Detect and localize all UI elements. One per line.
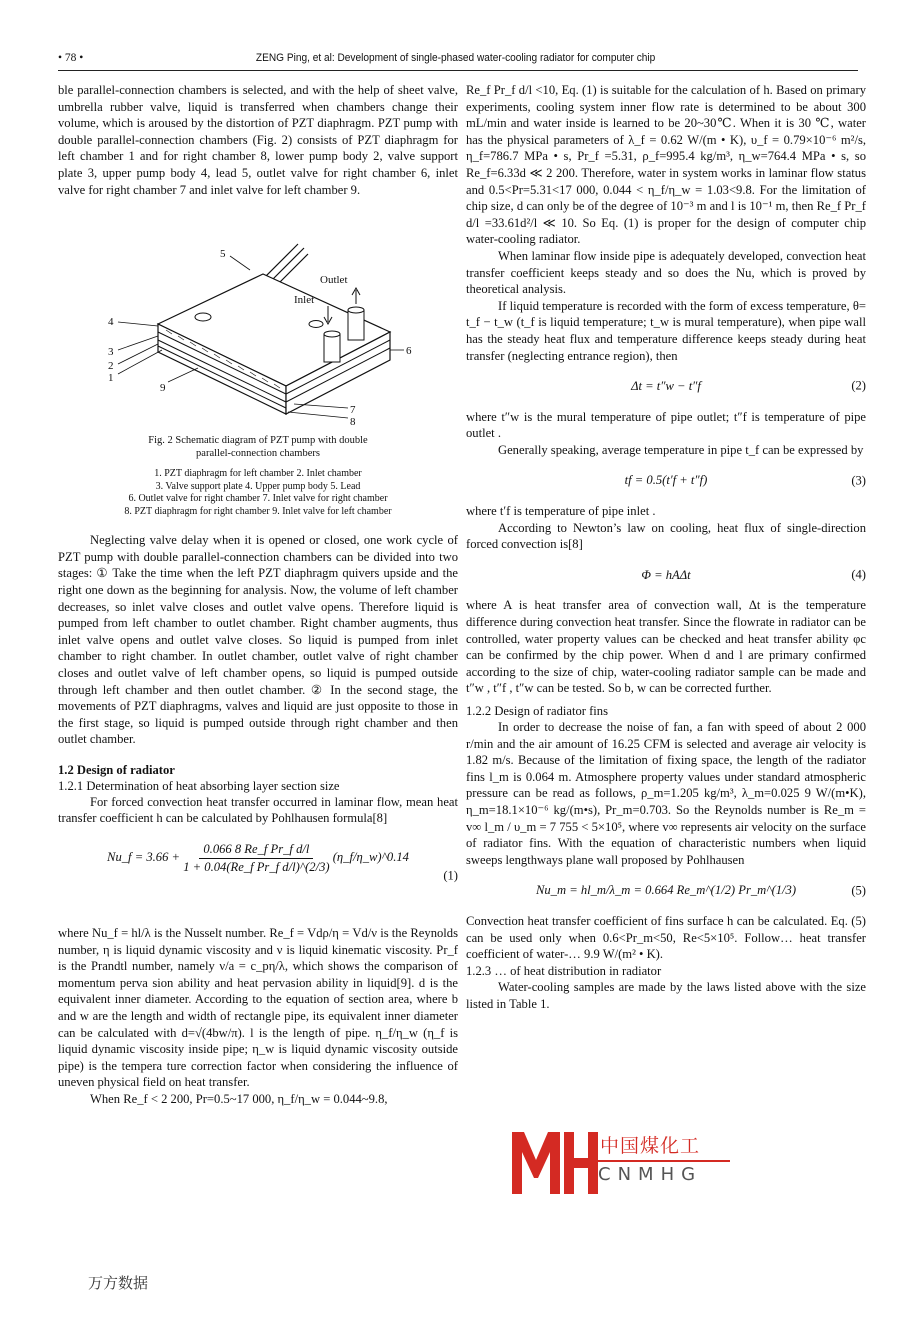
right-column — [466, 82, 866, 1013]
definitions-paragraph: where Nu_f = hl/λ is the Nusselt number. Re_f = Vdρ/η = Vd/ν is the Reynolds number, η is liquid dynamic viscosity and ν is liquid kinematic viscosity. Pr_f is the Prandtl number, namely ν/a = c_pη/λ, which shows the comparison of momentum perva sion ability and heat pervasion ability in liquid[9]. d is the equivalent inner diameter. According to the equation of section area, where b and w are the length and width of rectangle pipe, its equivalent inner diameter can be calculated with d=√(4bw/π). l is the length of pipe. η_f/η_w (η_f is liquid dynamic viscosity inside pipe; η_w is liquid dynamic viscosity outside pipe) is the tempera ture correction factor when considering the influence of uneven physical field on heat transfer. — [58, 926, 458, 1090]
eq2-body: Δt = t″w − t″f — [631, 379, 701, 394]
equation-3 — [466, 472, 866, 489]
watermark-logo-icon — [510, 1130, 598, 1196]
eq1-numerator: 0.066 8 Re_f Pr_f d/l — [199, 841, 313, 859]
label-9: 9 — [160, 382, 166, 395]
eq4-where: where A is heat transfer area of convection wall, Δt is the temperature difference during convection heat transfer. Since the flowrate in radiator can be controlled, water property values can be checked and heat transfer ability φc can be confirmed by the chip power. When d and l are primary confirmed according to the size of chip, water-cooling radiator sample can be made and t″w , t″f , t″w can be tested. So b, w can be corrected further. — [466, 598, 866, 696]
subsection-122-heading: 1.2.2 Design of radiator fins — [466, 704, 608, 718]
samples-paragraph: Water-cooling samples are made by the laws listed above with the size listed in Table 1. — [466, 980, 866, 1011]
label-5: 5 — [220, 248, 226, 261]
label-inlet: Inlet — [294, 294, 315, 307]
label-2: 2 — [108, 360, 114, 373]
pohlhausen-intro: For forced convection heat transfer occurred in laminar flow, mean heat transfer coefficient h can be calculated by Pohlhausen formula[8] — [58, 794, 458, 826]
work-cycle-paragraph: Neglecting valve delay when it is opened or closed, one work cycle of PZT pump with double parallel-connection chambers can be divided into two stages: ① Take the time when the left PZT diaphragm quivers upside and the right one down as the beginning for analysis. Now, the volume of left chamber decreases, so inlet valve closes and outlet valve opens. Therefore liquid is pumped from left chamber to outlet chamber. Right chamber augments, thus inlet valve opens and outlet valve closes. So liquid is pumped from inlet chamber to right chamber. In outlet chamber, outlet valve of right chamber closes and outlet valve of left chamber opens, so liquid is pumped outside through left chamber and then outlet chamber. ② In the second stage, the movements of PZT diaphragms, valves and liquid are just opposite to those in the first stage, so liquid is pumped outside through right chamber and then outlet chamber. — [58, 533, 458, 747]
eq3-number: (3) — [851, 473, 866, 488]
watermark-divider — [598, 1160, 730, 1162]
subsection-heading: 1.2.1 Determination of heat absorbing layer section size — [58, 778, 340, 793]
page-header — [58, 48, 858, 71]
pzt-pump-diagram-icon — [58, 204, 458, 434]
eq4-number: (4) — [851, 567, 866, 582]
legend-line: 8. PZT diaphragm for right chamber 9. Inlet valve for left chamber — [124, 505, 392, 517]
eq1-lhs: Nu_f = 3.66 + — [107, 850, 181, 865]
intro-paragraph: ble parallel-connection chambers is selected, and with the help of sheet valve, umbrella rubber valve, liquid is transferred when chambers change their volume, which is aroused by the distortion of PZT diaphragm. PZT pump with double parallel-connection chambers (Fig. 2) consists of PZT diaphragm for left chamber 1 and for right chamber 8, lower pump body 2, valve support plate 3, upper pump body 4, lead 5, outlet valve for right chamber 6, inlet valve for right chamber 7 and inlet valve for left chamber 9. — [58, 83, 458, 197]
eq1-correction: (η_f/η_w)^0.14 — [332, 850, 409, 865]
eq1-denominator: 1 + 0.04(Re_f Pr_f d/l)^(2/3) — [183, 859, 330, 874]
equation-1 — [58, 841, 458, 911]
label-6: 6 — [406, 345, 412, 358]
subsection-123-heading: 1.2.3 … of heat distribution in radiator — [466, 963, 662, 978]
equation-2 — [466, 378, 866, 395]
left-column — [58, 82, 458, 1108]
legend-line: 1. PZT diaphragm for left chamber 2. Inlet chamber — [154, 468, 362, 480]
laminar-paragraph: When laminar flow inside pipe is adequately developed, convection heat transfer coefficient keeps steady and so does the Nu, which is proved by theoretical analysis. — [466, 248, 866, 297]
newton-paragraph: According to Newton’s law on cooling, heat flux of single-direction forced convection is[8] — [466, 520, 866, 552]
eq3-body: tf = 0.5(t′f + t″f) — [624, 473, 708, 488]
eq5-paragraph: Convection heat transfer coefficient of fins surface h can be calculated. Eq. (5) can be used only when 0.6<Pr_m<50, Re<5×10⁵. Follow… heat transfer coefficient of water-… 9.9 W/(m² • K). — [466, 913, 866, 962]
continuation-paragraph: Re_f Pr_f d/l <10, Eq. (1) is suitable for the calculation of h. Based on primary experiments, cooling system inner flow rate is determined to be about 300 mL/min and water inside is learned to be 20~30℃. When it is 30 ℃, water has the physical parameters of λ_f = 0.62 W/(m • K), υ_f = 0.79×10⁻⁶ m²/s, η_f=786.7 MPa • s, Pr_f =5.31, ρ_f=995.4 kg/m³, η_w=764.4 MPa • s, so Re_f=6.33d ≪ 2 200. Therefore, water in system works in laminar flow status and 0.5<Pr=5.31<17 000, 0.044 < η_f/η_w = 1.03<9.8. For the limitation of chip size, d can only be of the degree of 10⁻³ m and l is 10⁻¹ m, then Re_f Pr_f d/l =33.61d²/l ≪ 10. So Eq. (1) is proper for the design of computer chip water-cooling radiator. — [466, 83, 866, 247]
eq2-where: where t″w is the mural temperature of pipe outlet; t″f is temperature of pipe outlet . — [466, 409, 866, 441]
label-8: 8 — [350, 416, 356, 429]
legend-line: 6. Outlet valve for right chamber 7. Inlet valve for right chamber — [128, 493, 388, 505]
figure-caption — [58, 434, 458, 460]
eq1-fraction — [183, 841, 329, 875]
eq5-number: (5) — [851, 883, 866, 898]
eq3-where: where t′f is temperature of pipe inlet . — [466, 504, 656, 519]
watermark-cn: 中国煤化工 — [598, 1131, 730, 1158]
running-title: ZENG Ping, et al: Development of single-phased water-cooling radiator for computer chip — [255, 52, 656, 64]
source-mark: 万方数据 — [88, 1274, 149, 1292]
label-outlet: Outlet — [320, 274, 348, 287]
conditions-line: When Re_f < 2 200, Pr=0.5~17 000, η_f/η_w = 0.044~9.8, — [90, 1092, 388, 1106]
label-7: 7 — [350, 404, 356, 417]
figure-legend — [58, 468, 458, 518]
page-number: • 78 • — [58, 52, 84, 64]
eq2-number: (2) — [851, 379, 866, 394]
caption-line-1: Fig. 2 Schematic diagram of PZT pump with double — [148, 435, 368, 447]
average-temp-paragraph: Generally speaking, average temperature in pipe t_f can be expressed by — [498, 442, 864, 457]
excess-temp-paragraph: If liquid temperature is recorded with the form of excess temperature, θ= t_f − t_w (t_f is liquid temperature; t_w is mural temperature), when pipe wall has the steady heat flux and temperature difference keeps steady during heat transfer (neglecting entrance region), then — [466, 298, 866, 363]
eq4-body: Φ = hAΔt — [641, 567, 691, 582]
section-heading: 1.2 Design of radiator — [58, 762, 175, 777]
watermark-en: CNMHG — [598, 1164, 730, 1185]
label-3: 3 — [108, 346, 114, 359]
figure-2 — [58, 204, 458, 434]
eq1-number: (1) — [443, 868, 458, 883]
label-1: 1 — [108, 372, 114, 385]
fins-paragraph: In order to decrease the noise of fan, a fan with speed of about 2 000 r/min and the air amount of 16.25 CFM is selected and average air velocity is 1.82 m/s. Because of the limitation of fixing space, the length of the radiator fins l_m is 0.064 m. Atmosphere property values under standard atmospheric pressure can be read as follows, ρ_m=1.205 kg/m³, λ_m=0.025 9 W/(m•K), η_m=18.1×10⁻⁶ kg/(m•s), Pr_m=0.703. So the Reynolds number is Re_m = v∞ l_m / υ_m = 7 755 < 5×10⁵, where v∞ represents air velocity on the surface of radiator fins. With the equation of characteristic numbers when liquid sweeps lengthways plane wall proposed by Pohlhausen — [466, 720, 866, 867]
label-4: 4 — [108, 316, 114, 329]
equation-5 — [466, 882, 866, 899]
equation-4 — [466, 567, 866, 584]
eq5-body: Nu_m = hl_m/λ_m = 0.664 Re_m^(1/2) Pr_m^(1/3) — [535, 883, 797, 898]
caption-line-2: parallel-connection chambers — [196, 448, 320, 460]
watermark-text — [598, 1131, 730, 1185]
legend-line: 3. Valve support plate 4. Upper pump body 5. Lead — [155, 480, 361, 492]
